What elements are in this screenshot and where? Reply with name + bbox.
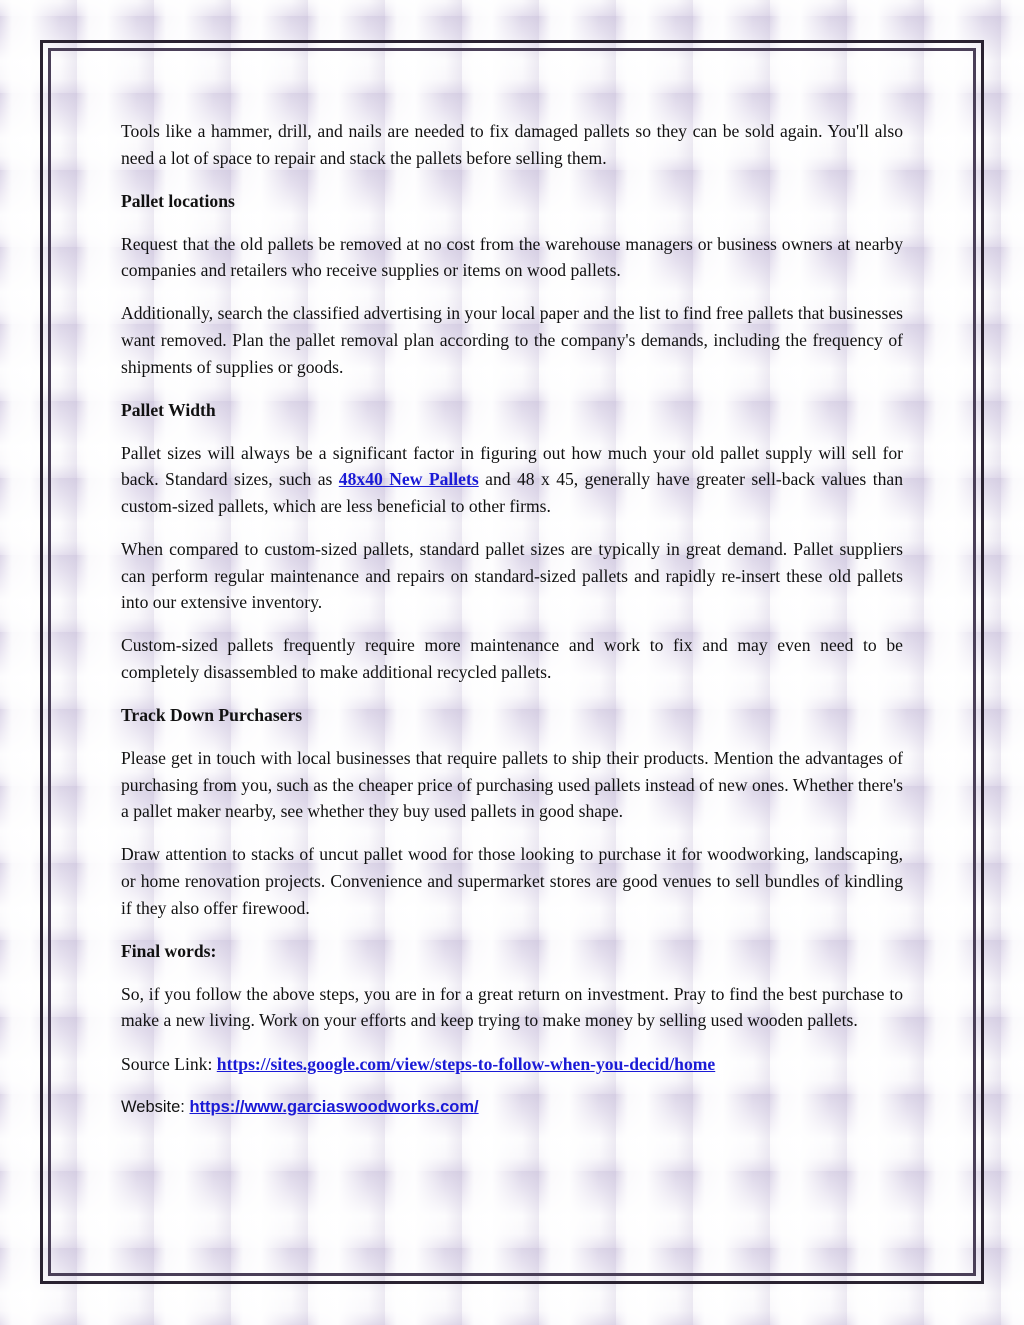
heading-track-down-purchasers: Track Down Purchasers	[121, 705, 303, 726]
paragraph-tools: Tools like a hammer, drill, and nails are needed to fix damaged pallets so they can be sold again. You'll also need a lot of space to repair and stack the pallets before selling them.	[121, 121, 903, 168]
heading-final-words: Final words:	[121, 940, 217, 961]
paragraph-conclusion: So, if you follow the above steps, you are in for a great return on investment. Pray to find the best purchase to make a new living. Work on your efforts and keep trying to make money by selling used wooden pallets.	[121, 983, 903, 1031]
paragraph-pallet-sizes	[121, 440, 903, 520]
paragraph-custom-sized: Custom-sized pallets frequently require more maintenance and work to fix and may even need to be completely disassembled to make additional recycled pallets.	[121, 635, 903, 682]
website-line	[121, 1094, 903, 1121]
website-label: Website:	[121, 1097, 190, 1116]
heading-pallet-width: Pallet Width	[121, 399, 216, 420]
paragraph-pallet-sizes-start: Pallet sizes will always be a significant factor in figuring out how much your old pallet supply will sell for back. Standard sizes, such as	[121, 442, 903, 490]
paragraph-classified-ads: Additionally, search the classified advertising in your local paper and the list to find free pallets that businesses want removed. Plan the pallet removal plan according to the company's demands, including the frequency of shipments of supplies or goods.	[121, 303, 903, 377]
source-link-label: Source Link:	[121, 1053, 217, 1074]
website-link[interactable]: https://www.garciaswoodworks.com/	[189, 1097, 479, 1116]
paragraph-standard-sizes: When compared to custom-sized pallets, standard pallet sizes are typically in great demand. Pallet suppliers can perform regular maintenance and repairs on standard-sized pallets and rapidly re-insert these old pallets into our extensive inventory.	[121, 539, 903, 613]
paragraph-pallet-sizes-end: and 48 x 45, generally have greater sell-back values than custom-sized pallets, which are less beneficial to other firms.	[121, 469, 903, 517]
source-link-line	[121, 1051, 903, 1078]
paragraph-local-businesses: Please get in touch with local businesses that require pallets to ship their products. Mention the advantages of purchasing from you, such as the cheaper price of purchasing used pallets instead of new ones. Whether there's a pallet maker nearby, see whether they buy used pallets in good shape.	[121, 748, 903, 822]
link-48x40-new-pallets[interactable]: 48x40 New Pallets	[338, 469, 479, 490]
paragraph-request-removal: Request that the old pallets be removed at no cost from the warehouse managers or business owners at nearby companies and retailers who receive supplies or items on wood pallets.	[121, 233, 903, 281]
source-link[interactable]: https://sites.google.com/view/steps-to-follow-when-you-decid/home	[216, 1053, 716, 1074]
heading-pallet-locations: Pallet locations	[121, 190, 235, 211]
document-body	[121, 118, 903, 1137]
paragraph-uncut-pallet-wood: Draw attention to stacks of uncut pallet wood for those looking to purchase it for woodworking, landscaping, or home renovation projects. Convenience and supermarket stores are good venues to sell bundles of kindling if they also offer firewood.	[121, 844, 903, 918]
